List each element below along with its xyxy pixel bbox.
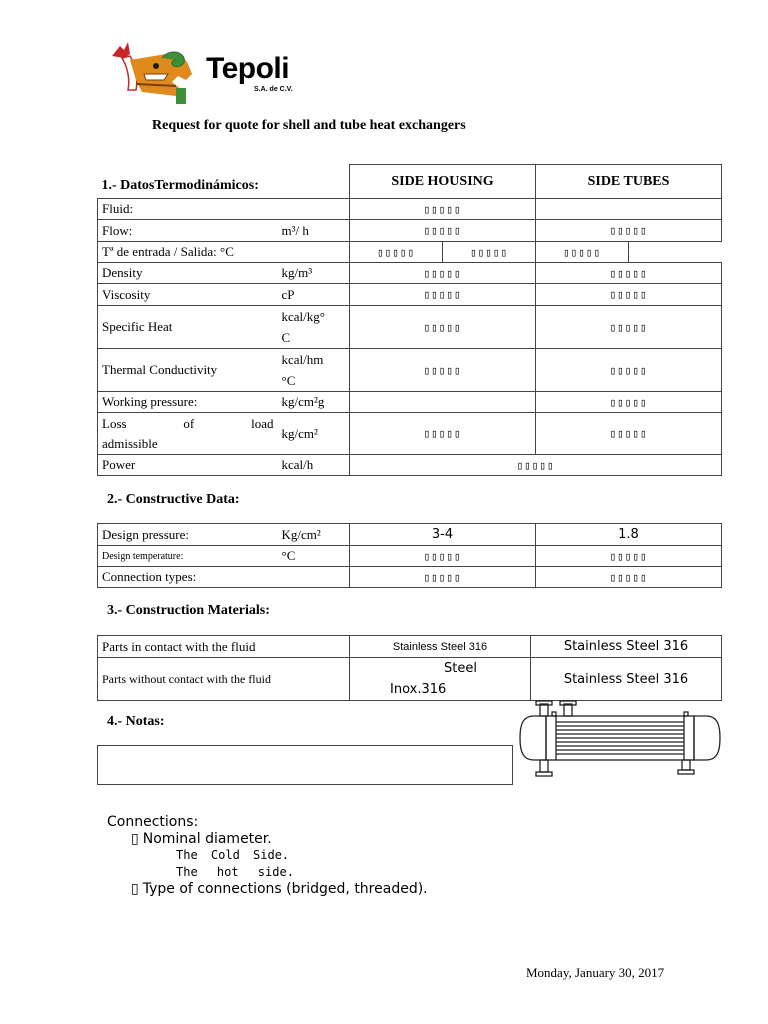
row-label: Density (98, 263, 278, 284)
thermodynamic-table (97, 164, 722, 476)
row-label: Thermal Conductivity (98, 349, 278, 392)
row-parts-contact (98, 636, 722, 658)
row-label: Parts in contact with the fluid (98, 636, 350, 658)
label-word: Loss (102, 415, 127, 431)
row-density (98, 263, 722, 284)
row-temperature (98, 242, 722, 263)
row-connection-types (98, 567, 722, 588)
connections-item (131, 830, 272, 848)
placeholder-cell: ▯▯▯▯▯ (350, 349, 536, 392)
row-loss-of-load (98, 413, 722, 455)
placeholder-cell: ▯▯▯▯▯ (350, 284, 536, 306)
label-word: of (183, 415, 195, 431)
row-fluid (98, 199, 722, 220)
document-title: Request for quote for shell and tube heat exchangers (152, 118, 466, 133)
material-line: Steel (444, 661, 477, 676)
unit-line: °C (281, 373, 296, 388)
placeholder-cell: ▯▯▯▯▯ (536, 392, 722, 413)
unit-line: kcal/kg° (281, 309, 325, 324)
placeholder-cell: ▯▯▯▯▯ (536, 220, 722, 242)
placeholder-cell: ▯▯▯▯▯ (350, 242, 443, 263)
row-unit (278, 306, 350, 349)
section-materials-title: 3.- Construction Materials: (107, 603, 270, 618)
empty-cell (350, 392, 536, 413)
row-design-temperature (98, 546, 722, 567)
row-unit: kcal/h (278, 455, 350, 476)
row-label: Specific Heat (98, 306, 278, 349)
placeholder-cell: ▯▯▯▯▯ (536, 242, 629, 263)
row-parts-no-contact (98, 658, 722, 701)
placeholder-cell: ▯▯▯▯▯ (536, 284, 722, 306)
row-label: Parts without contact with the fluid (98, 658, 350, 701)
row-unit: Kg/cm² (278, 524, 350, 546)
design-pressure-housing: 3-4 (350, 524, 536, 546)
row-label: Design pressure: (98, 524, 278, 546)
row-unit: kg/m³ (278, 263, 350, 284)
placeholder-cell: ▯▯▯▯▯ (350, 455, 722, 476)
placeholder-cell: ▯▯▯▯▯ (350, 567, 536, 588)
placeholder-cell: ▯▯▯▯▯ (536, 546, 722, 567)
label-word: load (251, 415, 274, 431)
connections-item (131, 880, 428, 898)
bullet-icon: ▯ (131, 831, 139, 847)
header-side-housing: SIDE HOUSING (350, 165, 536, 199)
contact-housing-material: Stainless Steel 316 (350, 636, 531, 658)
row-unit: kg/cm² (278, 413, 350, 455)
placeholder-cell: ▯▯▯▯▯ (536, 413, 722, 455)
brand-name: Tepoli (206, 52, 290, 85)
material-line: Inox.316 (390, 682, 447, 697)
row-design-pressure (98, 524, 722, 546)
empty-cell (536, 199, 722, 220)
label-line: admissible (102, 435, 158, 451)
design-pressure-tubes: 1.8 (536, 524, 722, 546)
row-label: Fluid: (98, 199, 350, 220)
row-label: Tª de entrada / Salida: °C (98, 242, 350, 263)
placeholder-cell: ▯▯▯▯▯ (350, 263, 536, 284)
row-power (98, 455, 722, 476)
row-unit: cP (278, 284, 350, 306)
section-notes-title: 4.- Notas: (107, 714, 165, 729)
placeholder-cell: ▯▯▯▯▯ (350, 199, 536, 220)
connections-item-text: Nominal diameter. (142, 831, 272, 847)
row-label: Design temperature: (98, 546, 278, 567)
row-label: Flow: (98, 220, 278, 242)
notes-box (97, 745, 513, 785)
connections-subitem: The hot side. (176, 865, 294, 879)
contact-tubes-material: Stainless Steel 316 (531, 636, 722, 658)
row-label: Working pressure: (98, 392, 278, 413)
placeholder-cell: ▯▯▯▯▯ (350, 306, 536, 349)
section-constructive-title: 2.- Constructive Data: (107, 492, 240, 507)
empty-cell (629, 242, 722, 263)
placeholder-cell: ▯▯▯▯▯ (350, 220, 536, 242)
placeholder-cell: ▯▯▯▯▯ (536, 263, 722, 284)
header-side-tubes: SIDE TUBES (536, 165, 722, 199)
placeholder-cell: ▯▯▯▯▯ (536, 567, 722, 588)
row-specific-heat (98, 306, 722, 349)
row-working-pressure (98, 392, 722, 413)
brand-subtitle: S.A. de C.V. (254, 86, 293, 93)
row-label: Viscosity (98, 284, 278, 306)
unit-line: kcal/hm (281, 352, 324, 367)
row-unit: m³/ h (278, 220, 350, 242)
document-date: Monday, January 30, 2017 (526, 965, 665, 980)
materials-table (97, 635, 722, 701)
connections-item-text: Type of connections (bridged, threaded). (142, 881, 428, 897)
row-unit: °C (278, 546, 350, 567)
bullet-icon: ▯ (131, 881, 139, 897)
section-thermo-title: 1.- DatosTermodinámicos: (101, 178, 259, 193)
no-contact-tubes-material: Stainless Steel 316 (531, 658, 722, 701)
row-label (98, 413, 278, 455)
row-unit: kg/cm²g (278, 392, 350, 413)
placeholder-cell: ▯▯▯▯▯ (536, 306, 722, 349)
heat-exchanger-drawing (516, 698, 722, 780)
row-viscosity (98, 284, 722, 306)
row-label: Connection types: (98, 567, 350, 588)
placeholder-cell: ▯▯▯▯▯ (443, 242, 536, 263)
placeholder-cell: ▯▯▯▯▯ (536, 349, 722, 392)
unit-line: C (281, 330, 291, 345)
constructive-table (97, 523, 722, 588)
placeholder-cell: ▯▯▯▯▯ (350, 546, 536, 567)
row-flow (98, 220, 722, 242)
row-label: Power (98, 455, 278, 476)
connections-title: Connections: (107, 814, 199, 830)
connections-subitem: The Cold Side. (176, 848, 290, 862)
row-unit (278, 349, 350, 392)
no-contact-housing-material (350, 658, 531, 701)
label-line-justified (102, 414, 274, 434)
row-thermal-conductivity (98, 349, 722, 392)
placeholder-cell: ▯▯▯▯▯ (350, 413, 536, 455)
